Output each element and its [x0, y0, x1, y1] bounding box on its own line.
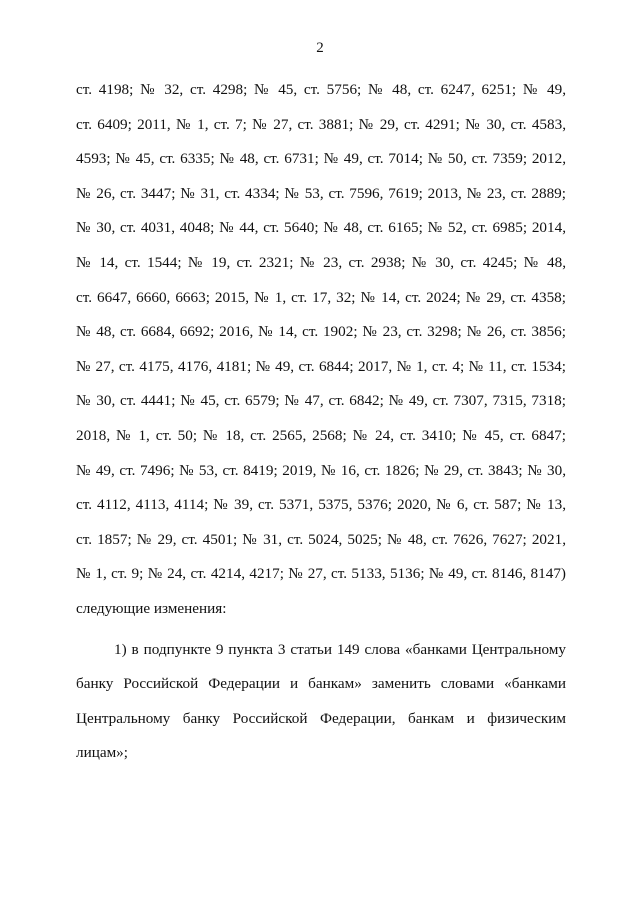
item-1-line: банку Российской Федерации и банкам» заменить словами «банками [76, 675, 566, 693]
item-1-line: лицам»; [76, 744, 128, 762]
text-line: следующие изменения: [76, 599, 227, 617]
text-line: 4593; № 45, ст. 6335; № 48, ст. 6731; № 49, ст. 7014; № 50, ст. 7359; 2012, [76, 150, 566, 168]
text-line: № 26, ст. 3447; № 31, ст. 4334; № 53, ст. 7596, 7619; 2013, № 23, ст. 2889; [76, 184, 566, 202]
text-line: ст. 6647, 6660, 6663; 2015, № 1, ст. 17, 32; № 14, ст. 2024; № 29, ст. 4358; [76, 288, 566, 306]
text-line: № 14, ст. 1544; № 19, ст. 2321; № 23, ст. 2938; № 30, ст. 4245; № 48, [76, 253, 566, 271]
item-1-line: 1) в подпункте 9 пункта 3 статьи 149 слова «банками Центральному [114, 640, 566, 658]
text-line: № 1, ст. 9; № 24, ст. 4214, 4217; № 27, ст. 5133, 5136; № 49, ст. 8146, 8147) [76, 565, 566, 583]
text-line: ст. 4112, 4113, 4114; № 39, ст. 5371, 5375, 5376; 2020, № 6, ст. 587; № 13, [76, 496, 566, 514]
page-number: 2 [316, 40, 324, 56]
text-line: № 30, ст. 4031, 4048; № 44, ст. 5640; № 48, ст. 6165; № 52, ст. 6985; 2014, [76, 219, 566, 237]
text-line: № 30, ст. 4441; № 45, ст. 6579; № 47, ст. 6842; № 49, ст. 7307, 7315, 7318; [76, 392, 566, 410]
text-line: № 49, ст. 7496; № 53, ст. 8419; 2019, № 16, ст. 1826; № 29, ст. 3843; № 30, [76, 461, 566, 479]
text-line: № 27, ст. 4175, 4176, 4181; № 49, ст. 6844; 2017, № 1, ст. 4; № 11, ст. 1534; [76, 357, 566, 375]
text-line: ст. 4198; № 32, ст. 4298; № 45, ст. 5756; № 48, ст. 6247, 6251; № 49, [76, 81, 566, 98]
item-1-line: Центральному банку Российской Федерации, банкам и физическим [76, 709, 566, 727]
text-line: № 48, ст. 6684, 6692; 2016, № 14, ст. 1902; № 23, ст. 3298; № 26, ст. 3856; [76, 323, 566, 341]
text-line: ст. 6409; 2011, № 1, ст. 7; № 27, ст. 3881; № 29, ст. 4291; № 30, ст. 4583, [76, 115, 566, 133]
text-line: ст. 1857; № 29, ст. 4501; № 31, ст. 5024, 5025; № 48, ст. 7626, 7627; 2021, [76, 530, 566, 548]
text-line: 2018, № 1, ст. 50; № 18, ст. 2565, 2568; № 24, ст. 3410; № 45, ст. 6847; [76, 426, 566, 444]
document-body [76, 73, 566, 771]
